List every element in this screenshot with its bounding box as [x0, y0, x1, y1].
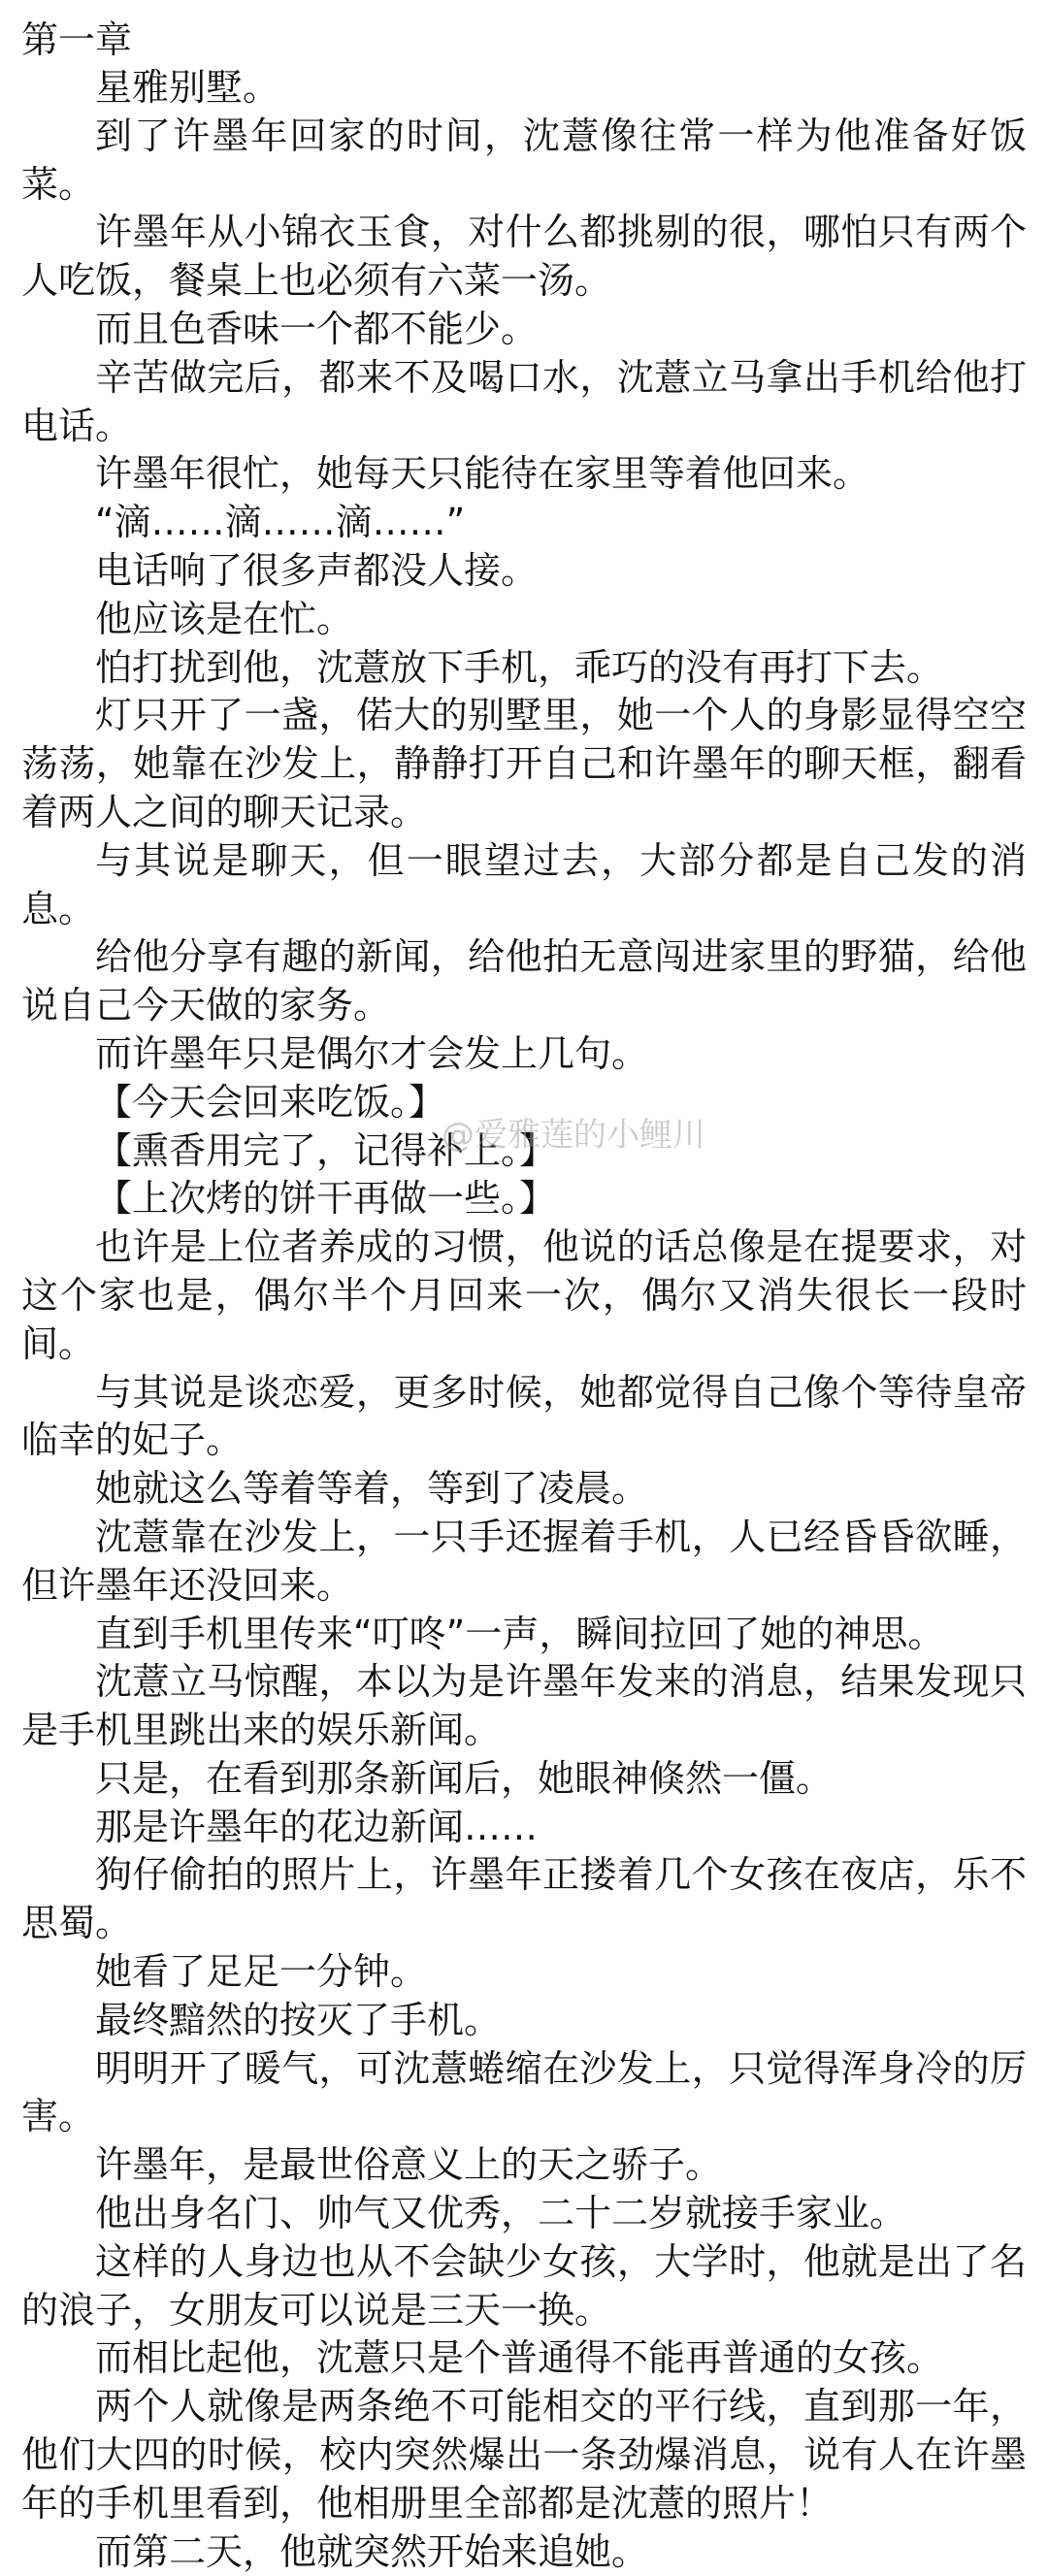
paragraph: 许墨年从小锦衣玉食，对什么都挑剔的很，哪怕只有两个人吃饭，餐桌上也必须有六菜一汤。: [21, 211, 1027, 303]
paragraph: “滴……滴……滴……”: [95, 501, 466, 544]
paragraph: 也许是上位者养成的习惯，他说的话总像是在提要求，对这个家也是，偶尔半个月回来一次，偶尔又消失很长一段时间。: [21, 1225, 1027, 1365]
paragraph: 明明开了暖气，可沈薏蜷缩在沙发上，只觉得浑身冷的厉害。: [21, 2046, 1027, 2138]
paragraph: 沈薏立马惊醒，本以为是许墨年发来的消息，结果发现只是手机里跳出来的娱乐新闻。: [21, 1660, 1027, 1752]
paragraph-list: [0, 64, 1048, 2576]
paragraph: 沈薏靠在沙发上，一只手还握着手机，人已经昏昏欲睡，但许墨年还没回来。: [21, 1515, 1027, 1607]
paragraph: 两个人就像是两条绝不可能相交的平行线，直到那一年，他们大四的时候，校内突然爆出一条劲爆消息，说有人在许墨年的手机里看到，他相册里全部都是沈薏的照片！: [21, 2385, 1027, 2525]
paragraph: 到了许墨年回家的时间，沈薏像往常一样为他准备好饭菜。: [21, 114, 1027, 206]
paragraph: 【今天会回来吃饭。】: [95, 1080, 446, 1124]
paragraph: 星雅别墅。: [95, 66, 280, 109]
paragraph: 最终黯然的按灭了手机。: [95, 1998, 502, 2041]
paragraph: 辛苦做完后，都来不及喝口水，沈薏立马拿出手机给他打电话。: [21, 355, 1027, 447]
paragraph: 灯只开了一盏，偌大的别墅里，她一个人的身影显得空空荡荡，她靠在沙发上，静静打开自己和许墨年的聊天框，翻看着两人之间的聊天记录。: [21, 694, 1027, 833]
paragraph: 她看了足足一分钟。: [95, 1950, 428, 1994]
paragraph: 他出身名门、帅气又优秀，二十二岁就接手家业。: [95, 2192, 907, 2235]
paragraph: 那是许墨年的花边新闻……: [95, 1805, 539, 1848]
paragraph: 直到手机里传来“叮咚”一声，瞬间拉回了她的神思。: [95, 1612, 945, 1655]
paragraph: 她就这么等着等着，等到了凌晨。: [95, 1467, 649, 1511]
paragraph: 而第二天，他就突然开始来追她。: [95, 2529, 649, 2573]
paragraph: 而且色香味一个都不能少。: [95, 307, 539, 350]
watermark: @爱雅莲的小鲤川: [442, 1116, 705, 1155]
paragraph: 与其说是谈恋爱，更多时候，她都觉得自己像个等待皇帝临幸的妃子。: [21, 1370, 1027, 1462]
paragraph: 他应该是在忙。: [95, 597, 354, 640]
paragraph: 电话响了很多声都没人接。: [95, 548, 539, 592]
paragraph: 许墨年很忙，她每天只能待在家里等着他回来。: [95, 452, 870, 496]
paragraph: 许墨年，是最世俗意义上的天之骄子。: [95, 2143, 723, 2187]
chapter-title: 第一章: [21, 18, 133, 61]
paragraph: 给他分享有趣的新闻，给他拍无意闯进家里的野猫，给他说自己今天做的家务。: [21, 935, 1027, 1027]
paragraph: 而相比起他，沈薏只是个普通得不能再普通的女孩。: [95, 2336, 944, 2380]
paragraph: 【熏香用完了，记得补上。】: [95, 1128, 557, 1172]
paragraph: 只是，在看到那条新闻后，她眼神倏然一僵。: [95, 1756, 834, 1800]
paragraph: 与其说是聊天，但一眼望过去，大部分都是自己发的消息。: [21, 838, 1027, 930]
paragraph: 狗仔偷拍的照片上，许墨年正搂着几个女孩在夜店，乐不思蜀。: [21, 1853, 1027, 1945]
paragraph: 而许墨年只是偶尔才会发上几句。: [95, 1031, 649, 1075]
paragraph: 这样的人身边也从不会缺少女孩，大学时，他就是出了名的浪子，女朋友可以说是三天一换。: [21, 2239, 1027, 2331]
paragraph: 怕打扰到他，沈薏放下手机，乖巧的没有再打下去。: [95, 645, 944, 689]
paragraph: 【上次烤的饼干再做一些。】: [95, 1177, 557, 1221]
